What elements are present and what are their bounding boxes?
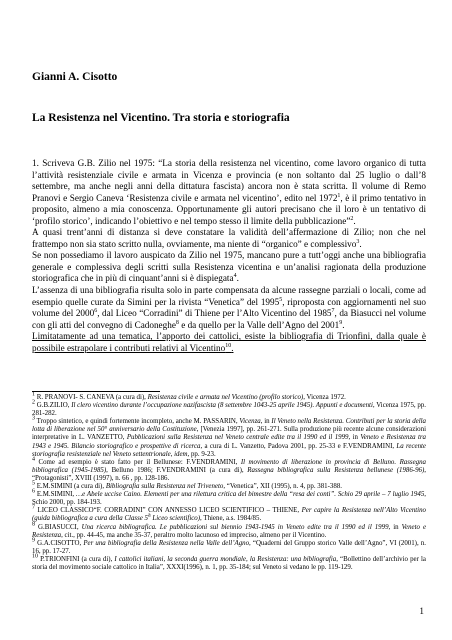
italic-run: Pubblicazioni sulla Resistenza nel Veneto centrale edite tra il 1990 ed il 1999 [126,434,349,442]
text-run: . [359,238,362,249]
text-run: G.BIASUCCI, [35,523,82,531]
paragraph-4 [32,285,426,331]
footnote-10 [32,553,426,572]
text-run: , [Venezia 1997], pp. 261-271. Sulla produzione più recente alcune considerazioni interpretative in L. VANZETTO, [32,426,426,442]
text-run: , Vicenza 1972. [303,394,346,401]
text-run: G.A.CISOTTO, [35,539,84,547]
italic-run: Il Veneto nella Resistenza. Contributi per la storia della lotta di liberazione nel 50° anniversario della Costituzione [32,418,426,434]
footnote-1 [32,391,426,402]
italic-run: Bibliografia sulla Resistenza nel Triveneto [105,483,224,491]
footnote-separator [32,391,160,392]
italic-run: Per una bibliografia della Resistenza nella Valle dell’Agno [83,539,250,547]
text-run: . [353,215,356,226]
footnote-ref: 5 [279,296,283,303]
footnote-number: 8 [32,521,35,528]
text-run: P.TRIONFINI (a cura di), [38,555,115,563]
footnote-9 [32,537,426,556]
footnote-ref: 8 [175,319,179,326]
text-run: , cit., pp. 44-45, ma anche 35-37, peraltro molto lacunoso ed impreciso, almeno per il Vicentino. [61,531,327,539]
text-run: , “Protagonisti”, XVIII (1997), n. 66 , pp. 128-186. [32,466,427,482]
italic-run: Liceo scientifico) [150,515,201,523]
footnote-number: 3 [32,415,35,422]
footnote-number: 9 [32,537,35,544]
footnote-ref: 3 [356,238,360,245]
text-run: e da quello per la Valle dell’Agno del 2001 [178,319,340,330]
italic-run: I cattolici italiani, la seconda guerra mondiale, la Resistenza: una bibliografia [114,555,337,563]
italic-run: Vicenza [239,418,261,426]
text-run: , a cura di L. Vanzetto, Padova 2001, pp. 25-33 e F.VENDRAMINI, [200,442,397,450]
text-run: , “Bollettino dell’archivio per la storia del movimento sociale cattolico in Italia”, XXXI(1996), n. 1, pp. 35-184; sul Veneto si vedano le pp. 119-129. [32,555,426,571]
text-run: Limitatamente ad una tematica, l’apporto dei cattolici, esiste la bibliografia di Trionfini, dalla quale è possibile estrapolare i contributi relativi al Vicentino [32,331,426,353]
footnote-number: 2 [32,399,35,406]
text-run: . [342,319,345,330]
text-run: , Vicenza 1975, pp. 281-282. [32,402,427,418]
text-run: L’assenza di una bibliografia risulta solo in parte compensata da alcune rassegne parziali o locali, come ad esempio quelle curate da Simini per la rivista “Venetica” del 1995 [32,285,426,307]
text-run: Troppo sintetico, e quindi fortemente incompleto, anche M. PASSARIN, [35,418,240,426]
footnotes [32,391,427,572]
paragraph-3 [32,250,426,285]
text-run: , riproposta con aggiornamenti nel suo volume del 2000 [32,296,426,319]
footnote-number: 6 [32,488,35,495]
footnote-ref: 7 [331,308,335,315]
paragraph-1 [32,158,426,227]
footnote-6 [32,488,426,507]
text-run: . [231,342,234,353]
text-run: Se non possediamo il lavoro auspicato da Zilio nel 1975, mancano pure a tutt’oggi anche una bibliografia generale e complessiva degli scritti sulla Resistenza vicentina e un’analisi ragionata della produzione storiografica che in più di cinquant’anni si è dispiegata [32,250,426,284]
footnote-2 [32,399,427,418]
text-run: , in [348,434,361,442]
footnote-number: 1 [32,391,35,398]
page-number: 1 [419,606,424,616]
footnote-3 [32,415,426,458]
footnote-5 [32,480,426,491]
footnote-ref: 6 [94,308,98,315]
text-run: , “Venetica”, XII (1995), n. 4, pp. 381-388. [223,483,342,491]
text-run: E.M.SIMINI, [35,491,76,499]
italic-run: …e Abele uccise Caino. Elementi per una rilettura critica del bimestre della “resa dei conti”. Schio 29 aprile – 7 luglio 1945 [76,491,425,499]
text-run: E.M.SIMINI (a cura di), [35,483,106,491]
footnote-number: 10 [32,553,38,560]
footnote-7 [32,507,426,523]
footnote-ref: 1 [337,192,341,199]
text-run: Come ad esempio è stato fatto per il Bellunese: F.VENDRAMINI, [35,458,241,466]
italic-run: Resistenza civile e armata nel Vicentino (profilo storico) [147,394,304,401]
italic-run: Il movimento di liberazione in provincia di Belluno. Rassegna bibliografica (1945-1985) [32,458,426,474]
italic-run: Veneto e Resistenza [32,523,427,539]
paragraph-2 [32,227,426,250]
italic-run: Una ricerca bibliografica. Le pubblicazioni sul biennio 1943-1945 in Veneto edite tra il 1990 ed il 1999 [81,523,389,531]
footnote-4 [32,456,427,483]
text-run: , “Quaderni del Gruppo storico Valle dell’Agno”, VI (2001), n. 16, pp. 17-27. [32,539,426,555]
paragraph-5 [32,331,426,354]
italic-run: Veneto e Resistenza tra 1943 e 1945. Bilancio storiografico e prospettive di ricerca [32,434,426,450]
footnote-ref: 2 [350,215,354,222]
italic-run: Per capire la Resistenza nell’Alto Vicentino (guida bibliografica a cura della Classe 5 [32,507,426,523]
text-run: , è il primo tentativo in proposito, almeno a mia conoscenza. Opportunamente gli autori precisano che il loro è un tentativo di ‘profilo storico’, indicando l’obiettivo e nel tempo stesso il limite della pubblicazione” [32,192,426,226]
text-run: , da Biasucci nel volume con gli atti del convegno di Cadoneghe [32,308,426,330]
italic-run: La recente storiografia resistenziale nel Veneto settentrionale, idem [32,442,426,458]
text-run: . [236,273,239,284]
text-run: LICEO CLASSICO“F. CORRADINI” CON ANNESSO LICEO SCIENTIFICO – THIENE, [35,507,302,515]
footnote-ref: 10 [225,342,232,349]
italic-run: Il clero vicentino durante l’occupazione nazifascista (8 settembre 1043-25 aprile 1945). Appunti e documenti [71,402,373,410]
text-run: R. PRANOVI- S. CANEVA (a cura di), [35,394,148,401]
italic-run: Rassegna bibliografica sulla Resistenza bellunese (1986-96) [247,466,425,474]
superscript: a [148,513,151,520]
text-run: , in [388,523,402,531]
author-heading: Gianni A. Cisotto [32,71,118,83]
text-run: , in [260,418,272,426]
text-run: A quasi trent’anni di distanza si deve constatare la validità dell’affermazione di Zilio; non che nel frattempo non sia stato scritto nulla, ovviamente, ma niente di “organico” e complessivo [32,227,426,249]
text-run: , Belluno 1986; F.VENDRAMINI (a cura di), [106,466,248,474]
text-run: G.B.ZILIO, [35,402,72,410]
text-run: 1. Scriveva G.B. Zilio nel 1975: “La storia della resistenza nel vicentino, come lavoro organico di tutta l’attività resistenziale civile e armata in Vicenza e provincia (e non soltanto dal 25 luglio o dall’8 settembre, ma anche negli anni della dittatura fascista) ancora non è stata scritta. Il volume di Remo Pranovi e Sergio Caneva ‘Resistenza civile e armata nel vicentino’, edito nel 1972 [32,158,426,203]
text-run: , dal Liceo “Corradini” di Thiene per l’Alto Vicentino del 1985 [97,308,332,319]
footnote-ref: 9 [339,319,343,326]
article-title: La Resistenza nel Vicentino. Tra storia e storiografia [32,112,290,124]
text-run: , pp. 9-23. [187,450,216,458]
footnote-number: 4 [32,456,35,463]
footnote-8 [32,521,427,540]
footnote-number: 7 [32,505,35,512]
body-text [32,158,426,354]
text-run: , Schio 2000, pp. 184-193. [32,491,426,507]
footnote-number: 5 [32,480,35,487]
footnote-ref: 4 [233,273,237,280]
text-run: , Thiene, a.s. 1984/85. [200,515,262,523]
